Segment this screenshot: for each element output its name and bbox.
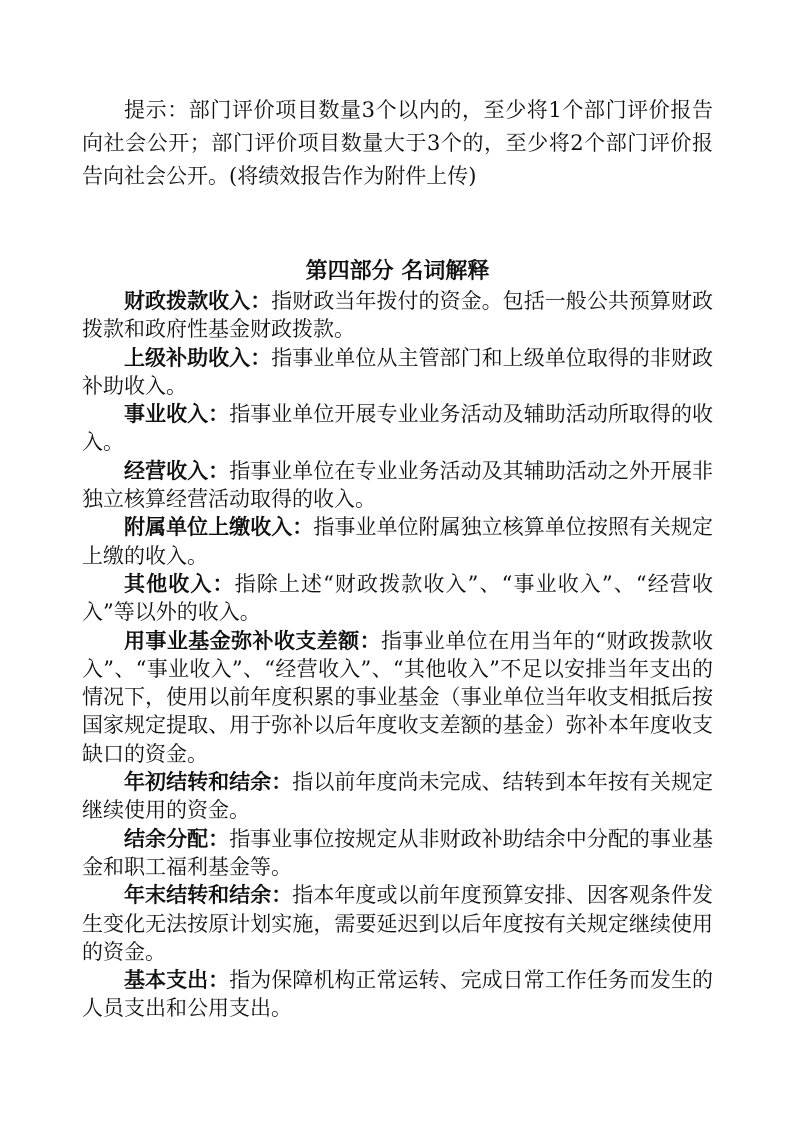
definitions-list [82,287,713,1023]
definition-term: 财政拨款收入： [124,289,272,313]
document-page [82,94,713,1023]
definition-item [82,344,713,401]
definition-item [82,768,713,825]
definition-text: 指事业单位开展专业业务活动及辅助活动所取得的收入。 [82,402,714,455]
definition-text: 指以前年度尚未完成、结转到本年按有关规定继续使用的资金。 [82,770,713,823]
tip-paragraph: 提示：部门评价项目数量3个以内的，至少将1个部门评价报告向社会公开；部门评价项目数量大于3个的，至少将2个部门评价报告向社会公开。(将绩效报告作为附件上传) [82,98,713,188]
definition-term: 结余分配： [124,826,230,851]
definition-term: 上级补助收入： [124,345,272,370]
definition-item [82,627,713,768]
definition-item [82,570,713,627]
definition-term: 附属单位上缴收入： [124,515,314,540]
definition-text: 指事业单位在专业业务活动及其辅助活动之外开展非独立核算经营活动取得的收入。 [82,458,714,512]
definition-text: 指事业单位从主管部门和上级单位取得的非财政补助收入。 [82,345,714,398]
definition-item [82,825,713,882]
definition-item [82,513,713,570]
definition-term: 用事业基金弥补收支差额： [124,628,381,653]
definition-item [82,457,713,514]
definition-item [82,881,713,966]
section-heading: 第四部分 名词解释 [305,259,490,284]
definition-term: 经营收入： [124,458,230,483]
definition-term: 年末结转和结余： [124,883,293,908]
definition-text: 指事业单位在用当年的“财政拨款收入”、“事业收入”、“经营收入”、“其他收入”不足以安排当年支出的情况下，使用以前年度积累的事业基金（事业单位当年收支相抵后按国家规定提取、用于弥补以后年度收支差额的基金）弥补本年度收支缺口的资金。 [82,628,713,766]
definition-term: 其他收入： [124,571,235,596]
definition-term: 年初结转和结余： [124,770,293,795]
definition-text: 指财政当年拨付的资金。包括一般公共预算财政拨款和政府性基金财政拨款。 [82,289,714,342]
definition-term: 事业收入： [124,402,230,427]
definition-text: 指为保障机构正常运转、完成日常工作任务而发生的人员支出和公用支出。 [82,968,714,1021]
definition-item [82,287,713,344]
definition-text: 指事业单位附属独立核算单位按照有关规定上缴的收入。 [82,515,714,568]
definition-text: 指除上述“财政拨款收入”、“事业收入”、“经营收入”等以外的收入。 [82,571,713,625]
definition-text: 指本年度或以前年度预算安排、因客观条件发生变化无法按原计划实施，需要延迟到以后年度按有关规定继续使用的资金。 [82,883,713,964]
definition-item [82,966,713,1023]
definition-text: 指事业事位按规定从非财政补助结余中分配的事业基金和职工福利基金等。 [82,826,714,879]
definition-item [82,400,713,457]
definition-term: 基本支出： [124,968,230,993]
